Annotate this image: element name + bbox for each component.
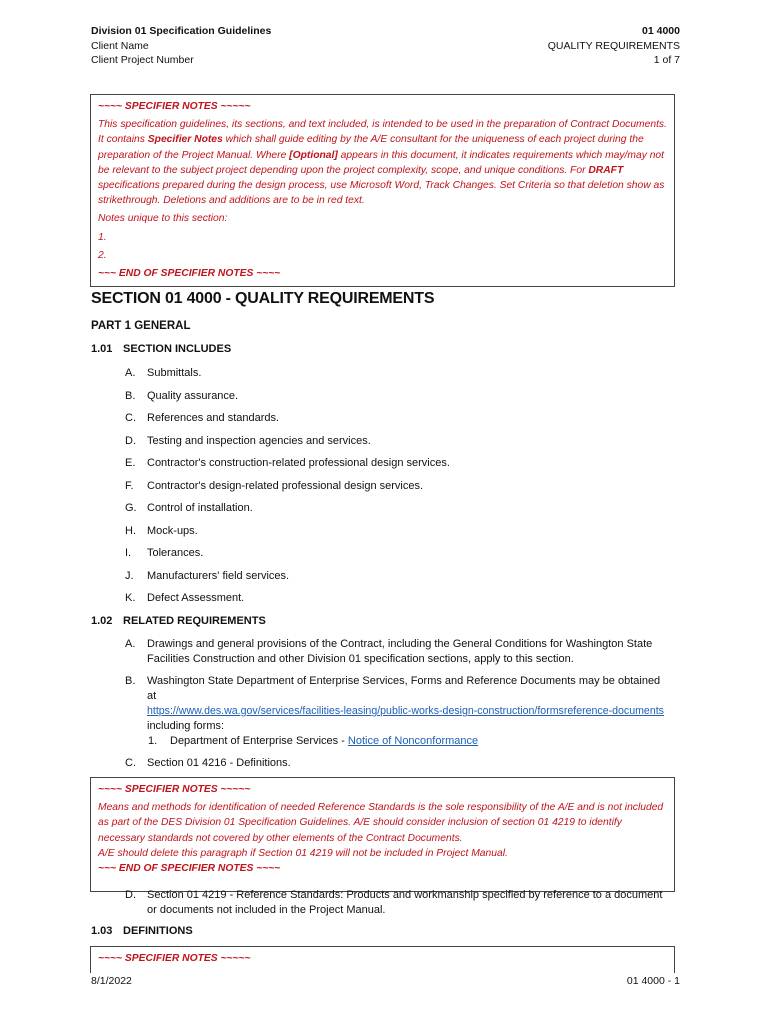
related-requirements-list-continued	[125, 888, 670, 918]
note-emphasis: [Optional]	[289, 149, 338, 161]
list-item	[125, 888, 670, 918]
list-letter: D.	[125, 889, 136, 901]
specifier-notes-intro	[98, 117, 668, 208]
specifier-notes-heading: ~~~~ SPECIFIER NOTES ~~~~~	[98, 953, 251, 964]
note-emphasis: DRAFT	[588, 164, 624, 176]
list-letter: I.	[125, 547, 132, 559]
des-forms-link[interactable]: https://www.des.wa.gov/services/facilities-leasing/public-works-design-construction/formsreference-documents	[147, 705, 664, 717]
list-text: Contractor's design-related professional design services.	[147, 480, 424, 492]
footer-date: 8/1/2022	[91, 975, 132, 987]
list-letter: J.	[125, 570, 134, 582]
notes-unique-label: Notes unique to this section:	[98, 213, 228, 225]
header-page-count: 1 of 7	[653, 54, 680, 66]
list-item	[125, 674, 670, 749]
part-heading: PART 1 GENERAL	[91, 320, 191, 332]
header-client-name: Client Name	[91, 39, 149, 52]
list-letter: F.	[125, 480, 134, 492]
note-item-2: 2.	[98, 249, 107, 261]
list-text: Manufacturers' field services.	[147, 570, 290, 582]
header-section-title: QUALITY REQUIREMENTS	[547, 39, 680, 52]
list-item	[125, 434, 450, 456]
footer-page-number: 01 4000 - 1	[626, 975, 680, 987]
specifier-notes-box	[90, 946, 675, 973]
nonconformance-link[interactable]: Notice of Nonconformance	[347, 735, 479, 747]
sub-list-text: Department of Enterprise Services -	[170, 735, 348, 747]
article-1-01	[91, 343, 231, 355]
list-text: Quality assurance.	[147, 390, 239, 402]
article-1-03	[91, 925, 193, 937]
article-1-02	[91, 615, 266, 627]
list-text: Contractor's construction-related professional design services.	[147, 457, 450, 469]
list-text: Washington State Department of Enterprise Services, Forms and Reference Documents may be obtained at	[147, 675, 661, 702]
list-text: Section 01 4216 - Definitions.	[147, 757, 291, 769]
list-letter: B.	[125, 390, 136, 402]
list-text: Submittals.	[147, 367, 202, 379]
list-item	[125, 569, 450, 591]
specifier-notes-end: ~~~ END OF SPECIFIER NOTES ~~~~	[98, 863, 281, 875]
sub-list-item	[148, 734, 670, 749]
header-client-project: Client Project Number	[91, 54, 194, 66]
list-text: Defect Assessment.	[147, 592, 245, 604]
list-letter: C.	[125, 412, 136, 424]
list-letter: H.	[125, 525, 136, 537]
section-includes-list	[125, 366, 450, 614]
section-title: SECTION 01 4000 - QUALITY REQUIREMENTS	[91, 290, 435, 307]
page-header-right	[548, 24, 680, 68]
list-letter: G.	[125, 502, 137, 514]
list-letter: A.	[125, 638, 136, 650]
list-text: Control of installation.	[147, 502, 253, 514]
sub-list-number: 1.	[148, 735, 158, 747]
list-item	[125, 366, 450, 389]
list-item	[125, 479, 450, 501]
note-text: appears in this document, it indicates requirements which may/may not be relevant to the subject project depending upon the project complexity, scope, and unique conditions. For	[98, 149, 665, 176]
header-doc-title: Division 01 Specification Guidelines	[91, 25, 272, 37]
list-item	[125, 389, 450, 411]
note-text: specifications prepared during the design process, use Microsoft Word, Track Changes. Set Criteria so that deletion show as strikethrough. Deletions and additions are to be in red text.	[98, 180, 665, 207]
article-title: SECTION INCLUDES	[123, 343, 232, 355]
specifier-notes-body: Means and methods for identification of needed Reference Standards is the sole responsibility of the A/E and is not included as part of the DES Division 01 Specification Guidelines. A/E should consider inclusion of section 01 4219 to identify necessary standards not covered by other elements of the Contract Documents.	[98, 802, 664, 844]
list-item	[125, 546, 450, 569]
list-text: Testing and inspection agencies and services.	[147, 435, 371, 447]
list-text: Mock-ups.	[147, 525, 198, 537]
specifier-notes-heading: ~~~~ SPECIFIER NOTES ~~~~~	[98, 784, 251, 795]
specifier-notes-box	[90, 94, 675, 287]
list-text: Tolerances.	[147, 547, 204, 559]
note-emphasis: Specifier Notes	[147, 134, 223, 146]
specifier-notes-heading: ~~~~ SPECIFIER NOTES ~~~~~	[98, 101, 251, 112]
note-item-1: 1.	[98, 231, 107, 243]
list-text: References and standards.	[147, 412, 280, 424]
list-text: Section 01 4219 - Reference Standards: Products and workmanship specified by reference to a document or documents not included in the Project Manual.	[147, 889, 663, 916]
list-letter: D.	[125, 435, 136, 447]
list-letter: K.	[125, 592, 136, 604]
header-section-code: 01 4000	[642, 25, 680, 37]
list-text: including forms:	[147, 720, 225, 732]
page-header-left	[91, 24, 271, 68]
list-letter: A.	[125, 367, 136, 379]
article-title: RELATED REQUIREMENTS	[123, 615, 266, 627]
list-item	[125, 637, 670, 667]
list-letter: E.	[125, 457, 136, 469]
specifier-notes-end: ~~~ END OF SPECIFIER NOTES ~~~~	[98, 268, 281, 280]
article-number: 1.03	[91, 925, 113, 937]
specifier-notes-body: A/E should delete this paragraph if Section 01 4219 will not be included in Project Manual.	[98, 847, 508, 859]
list-item	[125, 501, 450, 524]
list-item	[125, 591, 450, 614]
note-text: which shall guide editing by the A/E consultant for the uniqueness of each project during the preparation of the Project Manual. Where	[98, 134, 644, 161]
article-number: 1.01	[91, 343, 113, 355]
list-item	[125, 524, 450, 546]
specifier-notes-box	[90, 777, 675, 892]
list-item	[125, 411, 450, 434]
article-number: 1.02	[91, 615, 113, 627]
list-text: Drawings and general provisions of the Contract, including the General Conditions for Washington State Facilities Construction and other Division 01 specification sections, apply to this section.	[147, 638, 653, 665]
list-item	[125, 756, 670, 771]
list-letter: C.	[125, 757, 136, 769]
note-text: This specification guidelines, its sections, and text included, is intended to be used in the preparation of Contract Documents. It contains	[98, 119, 667, 146]
article-title: DEFINITIONS	[123, 925, 193, 937]
list-item	[125, 456, 450, 479]
related-requirements-list	[125, 637, 670, 771]
list-letter: B.	[125, 675, 136, 687]
